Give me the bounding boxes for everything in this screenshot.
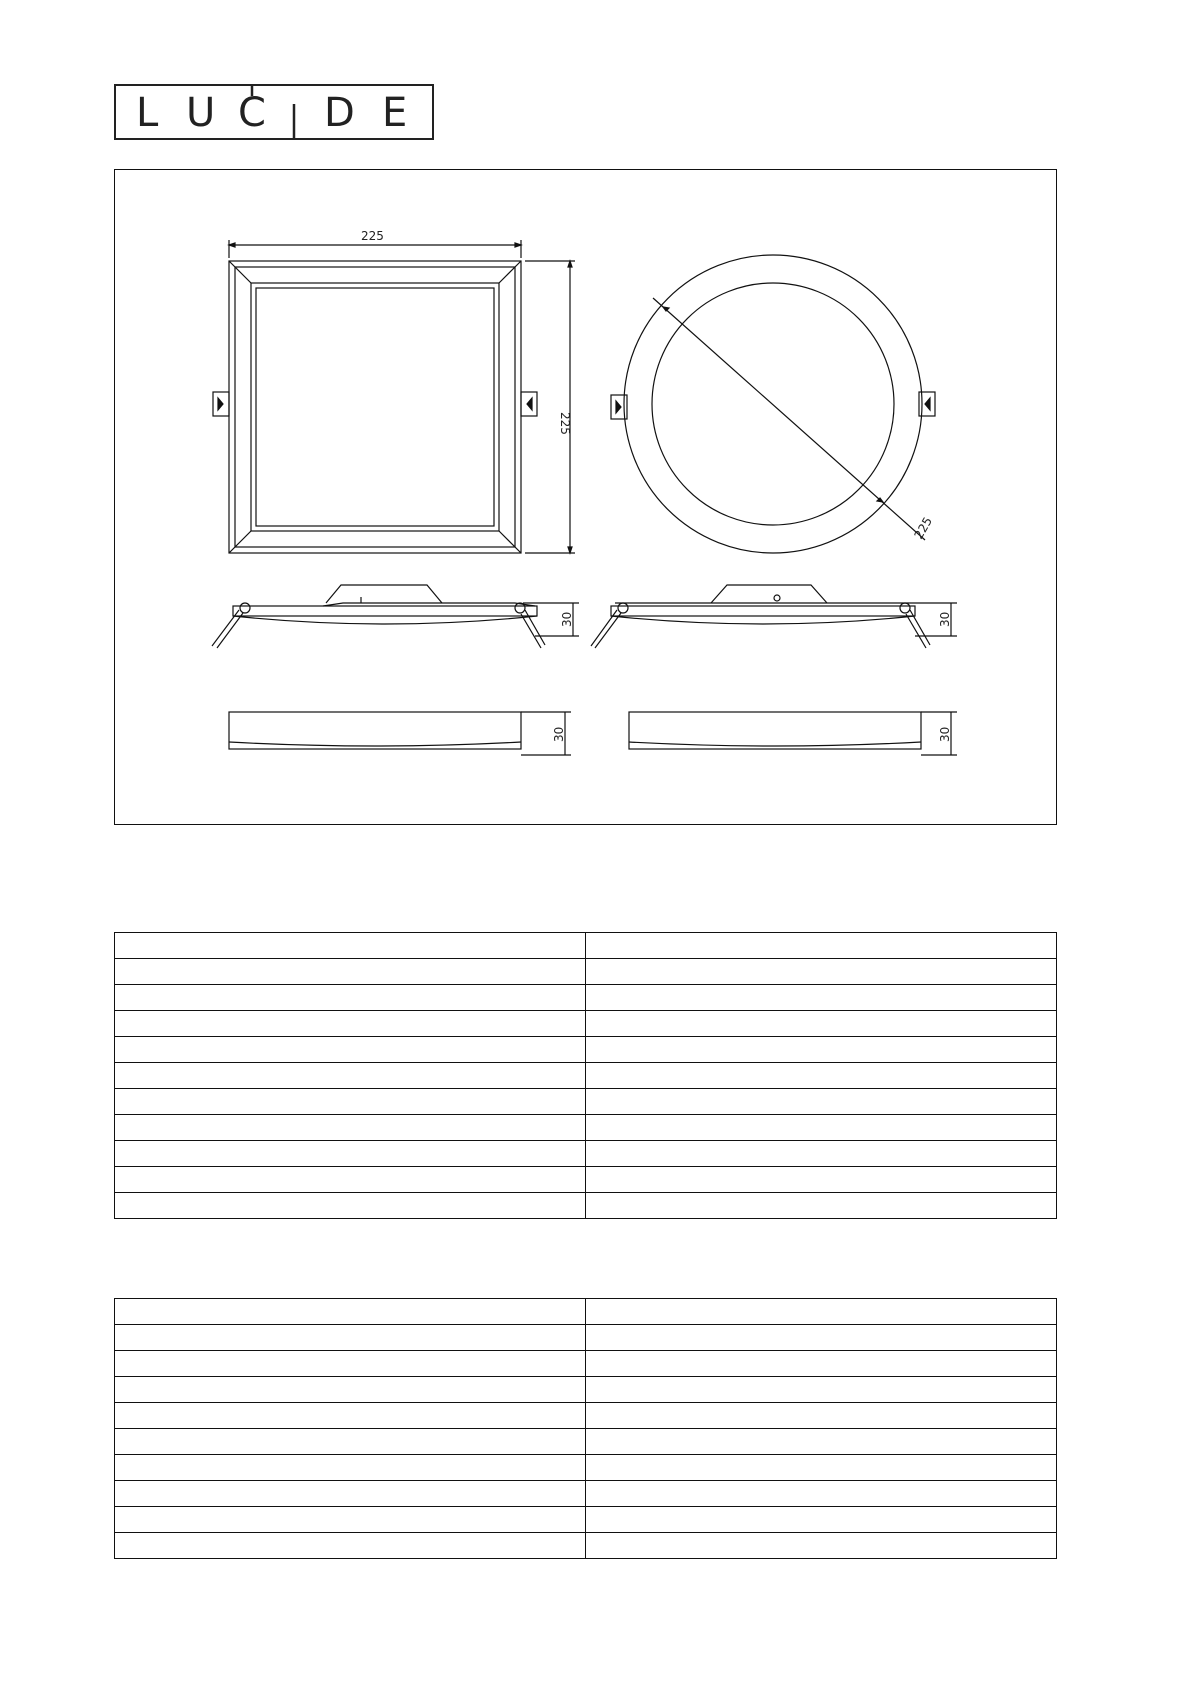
table-row [115, 959, 1057, 985]
table-cell [115, 985, 586, 1011]
table-cell [586, 1089, 1057, 1115]
spec-table-1 [114, 932, 1057, 1219]
table-row [115, 1507, 1057, 1533]
table-row [115, 1299, 1057, 1325]
table-cell [115, 1429, 586, 1455]
table-cell [115, 1011, 586, 1037]
table-cell [586, 1063, 1057, 1089]
table-row [115, 1533, 1057, 1559]
table-cell [586, 1351, 1057, 1377]
table-row [115, 1403, 1057, 1429]
table-row [115, 1455, 1057, 1481]
table-row [115, 1325, 1057, 1351]
table-cell [586, 1141, 1057, 1167]
table-cell [115, 1167, 586, 1193]
square-front-view [213, 261, 537, 553]
table-cell [115, 1377, 586, 1403]
brand-logo [114, 84, 434, 140]
table-row [115, 1115, 1057, 1141]
table-cell [115, 1403, 586, 1429]
table-cell [115, 1299, 586, 1325]
square-width-label: 225 [361, 229, 384, 243]
round-profile-height-label: 30 [938, 726, 952, 742]
table-row [115, 933, 1057, 959]
table-cell [115, 1351, 586, 1377]
table-cell [115, 1455, 586, 1481]
table-cell [115, 1115, 586, 1141]
logo-letter-c: C [238, 90, 266, 136]
table-row [115, 1193, 1057, 1219]
round-side-view [591, 585, 930, 648]
table-row [115, 1063, 1057, 1089]
table-cell [586, 1507, 1057, 1533]
square-profile-view [229, 712, 521, 749]
table-cell [586, 985, 1057, 1011]
round-diameter-label: 225 [911, 514, 936, 542]
table-row [115, 1011, 1057, 1037]
table-row [115, 1377, 1057, 1403]
technical-drawing [114, 169, 1057, 825]
logo-letter-e: E [382, 90, 408, 136]
logo-letter-u: U [186, 90, 216, 136]
table-cell [586, 1429, 1057, 1455]
table-cell [586, 1403, 1057, 1429]
table-cell [115, 933, 586, 959]
round-profile-view [629, 712, 921, 749]
table-row [115, 1141, 1057, 1167]
table-cell [115, 959, 586, 985]
table-cell [115, 1141, 586, 1167]
round-side-height-label: 30 [938, 611, 952, 627]
table-cell [586, 1299, 1057, 1325]
square-side-view [212, 585, 545, 648]
table-cell [115, 1193, 586, 1219]
table-row [115, 1429, 1057, 1455]
logo-letter-l: L [136, 90, 159, 136]
table-cell [115, 1533, 586, 1559]
table-row [115, 1481, 1057, 1507]
table-cell [586, 959, 1057, 985]
round-diameter-dimension [653, 298, 925, 540]
table-row [115, 1037, 1057, 1063]
table-cell [115, 1481, 586, 1507]
table-cell [586, 1011, 1057, 1037]
table-cell [586, 933, 1057, 959]
table-cell [586, 1533, 1057, 1559]
table-row [115, 1351, 1057, 1377]
table-cell [586, 1115, 1057, 1141]
table-cell [115, 1037, 586, 1063]
table-cell [115, 1325, 586, 1351]
square-profile-height-label: 30 [552, 726, 566, 742]
table-cell [586, 1193, 1057, 1219]
table-cell [586, 1325, 1057, 1351]
table-row [115, 985, 1057, 1011]
table-cell [115, 1063, 586, 1089]
table-cell [115, 1507, 586, 1533]
table-cell [586, 1037, 1057, 1063]
table-row [115, 1089, 1057, 1115]
table-cell [586, 1481, 1057, 1507]
square-height-label: 225 [558, 412, 572, 435]
square-side-height-label: 30 [560, 611, 574, 627]
logo-letter-d: D [324, 90, 355, 136]
table-row [115, 1167, 1057, 1193]
table-cell [586, 1167, 1057, 1193]
spec-table-2 [114, 1298, 1057, 1559]
table-cell [115, 1089, 586, 1115]
table-cell [586, 1377, 1057, 1403]
table-cell [586, 1455, 1057, 1481]
